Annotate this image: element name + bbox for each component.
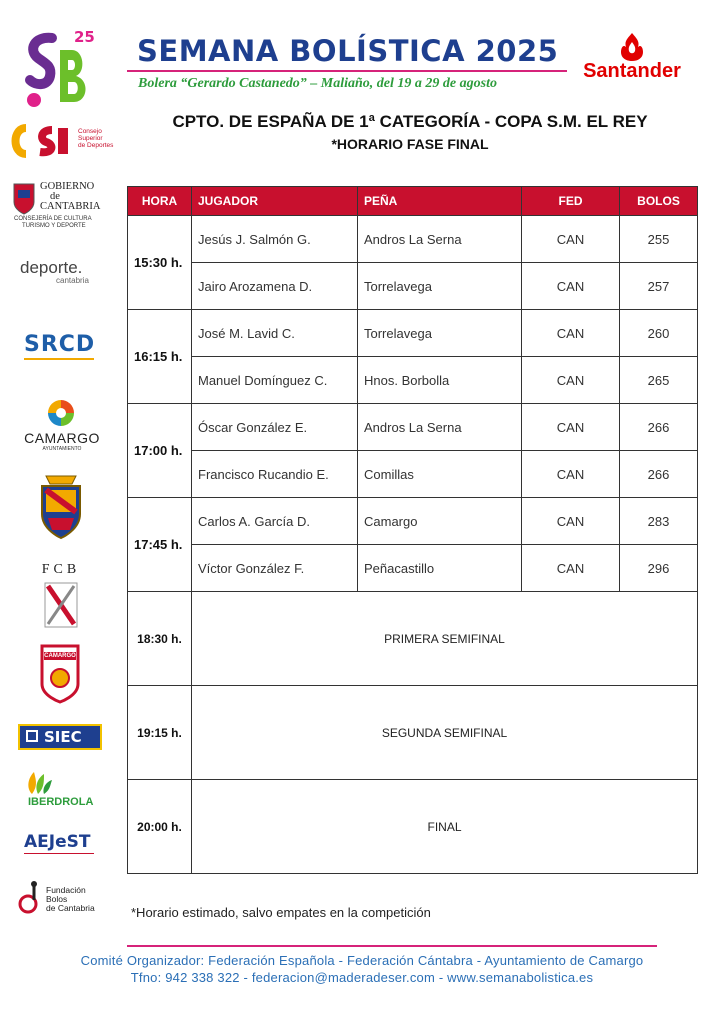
page-title: SEMANA BOLÍSTICA 2025 [137, 34, 559, 68]
header-bolos: BOLOS [620, 187, 698, 216]
fed-cell: CAN [522, 404, 620, 451]
fed-cell: CAN [522, 263, 620, 310]
player-cell: Jesús J. Salmón G. [192, 216, 358, 263]
title-divider [127, 70, 567, 72]
iberdrola-word: IBERDROLA [28, 796, 94, 808]
santander-flame-icon [619, 32, 645, 62]
time-cell: 17:45 h. [128, 498, 192, 592]
competition-title: CPTO. DE ESPAÑA DE 1ª CATEGORÍA - COPA S.M. EL REY [172, 112, 648, 131]
club-cell: Hnos. Borbolla [358, 357, 522, 404]
table-row [128, 310, 698, 357]
fed-cell: CAN [522, 216, 620, 263]
camargo-sub: AYUNTAMIENTO [42, 446, 82, 452]
player-cell: José M. Lavid C. [192, 310, 358, 357]
club-cell: Torrelavega [358, 263, 522, 310]
header-fed: FED [522, 187, 620, 216]
table-row [128, 216, 698, 263]
footer-contact: Tfno: 942 338 322 - federacion@maderadeser.com - www.semanabolistica.es [130, 970, 594, 985]
header-hora: HORA [128, 187, 192, 216]
aejest-logo [24, 832, 100, 862]
player-cell: Francisco Rucandio E. [192, 451, 358, 498]
santander-logo [578, 32, 686, 83]
round-label: SEGUNDA SEMIFINAL [192, 686, 698, 780]
time-cell: 16:15 h. [128, 310, 192, 404]
footer-organizer: Comité Organizador: Federación Española - Federación Cántabra - Ayuntamiento de Camargo [80, 953, 644, 968]
camargo-word: CAMARGO [24, 430, 100, 446]
fundacion-line1: Fundación [46, 885, 86, 895]
bolos-cell: 266 [620, 404, 698, 451]
header-jugador: JUGADOR [192, 187, 358, 216]
player-cell: Óscar González E. [192, 404, 358, 451]
coat-of-arms-icon [36, 474, 86, 540]
table-row [128, 263, 698, 310]
round-label: PRIMERA SEMIFINAL [192, 592, 698, 686]
table-row [128, 451, 698, 498]
fundacion-line2: Bolos [46, 894, 68, 904]
siec-logo [18, 724, 102, 750]
fed-cell: CAN [522, 498, 620, 545]
deporte-sub: cantabria [56, 276, 89, 285]
time-cell: 20:00 h. [128, 780, 192, 874]
page-subtitle: Bolera “Gerardo Castanedo” – Maliaño, del 19 a 29 de agosto [138, 76, 497, 91]
camargo-club-badge [40, 644, 80, 704]
time-cell: 19:15 h. [128, 686, 192, 780]
csd-line3: de Deportes [78, 142, 114, 149]
bolos-cell: 257 [620, 263, 698, 310]
final-row [128, 780, 698, 874]
schedule-note: *Horario estimado, salvo empates en la competición [131, 905, 431, 920]
club-cell: Peñacastillo [358, 545, 522, 592]
player-cell: Carlos A. García D. [192, 498, 358, 545]
table-row [128, 545, 698, 592]
header-pena: PEÑA [358, 187, 522, 216]
final-row [128, 686, 698, 780]
csd-logo [8, 124, 118, 160]
iberdrola-logo [22, 770, 102, 810]
club-cell: Camargo [358, 498, 522, 545]
deporte-word: deporte. [20, 258, 83, 277]
aejest-word: AEJeST [24, 832, 91, 852]
table-row [128, 498, 698, 545]
bolos-cell: 260 [620, 310, 698, 357]
footer-divider [127, 945, 657, 947]
club-cell: Comillas [358, 451, 522, 498]
fundacion-bolos-logo [18, 880, 108, 916]
srcd-word: SRCD [24, 332, 96, 357]
csd-line1: Consejo [78, 128, 102, 135]
fed-cell: CAN [522, 357, 620, 404]
player-cell: Jairo Arozamena D. [192, 263, 358, 310]
table-header-row [128, 187, 698, 216]
sb-year: 25 [74, 28, 95, 46]
bolos-cell: 255 [620, 216, 698, 263]
siec-word: SIEC [44, 728, 82, 746]
table-row [128, 404, 698, 451]
srcd-underline [24, 358, 94, 360]
gobierno-cantabria-logo [12, 178, 112, 230]
bolos-cell: 265 [620, 357, 698, 404]
club-cell: Torrelavega [358, 310, 522, 357]
gobierno-line1: GOBIERNO [40, 181, 95, 192]
club-cell: Andros La Serna [358, 216, 522, 263]
fed-cell: CAN [522, 451, 620, 498]
aejest-underline [24, 853, 94, 854]
srcd-logo [24, 332, 100, 368]
time-cell: 17:00 h. [128, 404, 192, 498]
schedule-table [127, 186, 698, 874]
schedule-label: *HORARIO FASE FINAL [331, 136, 489, 152]
gobierno-sub1: CONSEJERÍA DE CULTURA [14, 216, 92, 222]
csd-line2: Superior [78, 135, 103, 142]
gobierno-line2: de [50, 191, 60, 202]
final-row [128, 592, 698, 686]
santander-name: Santander [583, 60, 681, 82]
time-cell: 18:30 h. [128, 592, 192, 686]
round-label: FINAL [192, 780, 698, 874]
deporte-cantabria-logo [20, 258, 104, 292]
fcb-logo [36, 562, 86, 630]
time-cell: 15:30 h. [128, 216, 192, 310]
gobierno-sub2: TURISMO Y DEPORTE [22, 222, 86, 229]
camargo-badge-text: CAMARGO [44, 653, 76, 659]
gobierno-line3: CANTABRIA [40, 201, 101, 212]
fundacion-line3: de Cantabria [46, 903, 95, 913]
fcb-letters: FCB [41, 562, 81, 577]
camargo-logo [20, 398, 104, 454]
bolos-cell: 296 [620, 545, 698, 592]
table-row [128, 357, 698, 404]
bolos-cell: 283 [620, 498, 698, 545]
siec-square-icon [26, 730, 38, 742]
semana-bolistica-logo [22, 28, 98, 110]
club-cell: Andros La Serna [358, 404, 522, 451]
fed-cell: CAN [522, 310, 620, 357]
player-cell: Manuel Domínguez C. [192, 357, 358, 404]
fed-cell: CAN [522, 545, 620, 592]
bolos-cell: 266 [620, 451, 698, 498]
player-cell: Víctor González F. [192, 545, 358, 592]
